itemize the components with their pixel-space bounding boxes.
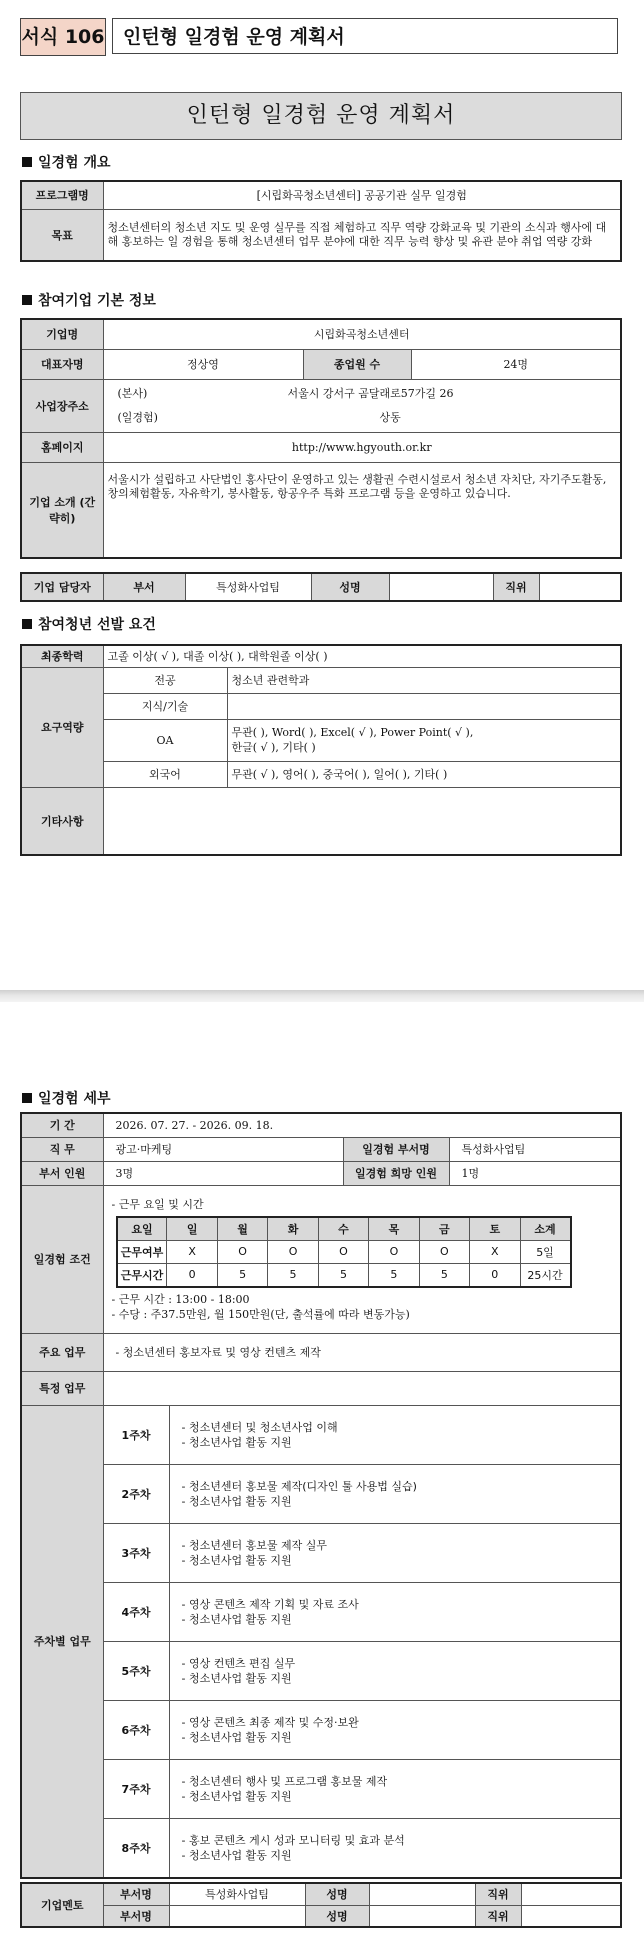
mentor-table (20, 1882, 622, 1928)
week-task-1: - 영상 콘텐츠 최종 제작 및 수정·보완 (181, 1715, 359, 1729)
section-details-label: 일경험 세부 (38, 1091, 111, 1107)
homepage-link[interactable]: http://www.hgyouth.or.kr (103, 432, 621, 462)
schedule-cell: 근무여부 (117, 1240, 167, 1263)
mentor-dept: 특성화사업팀 (169, 1883, 305, 1905)
section-details (22, 1088, 111, 1108)
edu-value: 고졸 이상( √ ), 대졸 이상( ), 대학원졸 이상( ) (103, 645, 621, 667)
mentor-name-label: 성명 (305, 1883, 369, 1905)
major-value: 청소년 관련학과 (227, 667, 621, 693)
dept-value: 특성화사업팀 (449, 1137, 621, 1161)
contact-table (20, 572, 622, 602)
staff-value: 3명 (103, 1161, 343, 1185)
lang-value: 무관( √ ), 영어( ), 중국어( ), 일어( ), 기타( ) (227, 761, 621, 787)
mentor-dept-label: 부서명 (103, 1883, 169, 1905)
schedule-row-workday (117, 1240, 571, 1263)
company-name: 시립화곡청소년센터 (103, 319, 621, 349)
schedule-cell: 5 (318, 1263, 368, 1287)
contact-name (389, 573, 493, 601)
week-label: 7주차 (103, 1759, 169, 1818)
details-table (20, 1112, 622, 1879)
schedule-header: 요일 (117, 1217, 167, 1241)
contact-label: 기업 담당자 (21, 573, 103, 601)
page-2 (0, 1002, 644, 1939)
company-table (20, 318, 622, 559)
schedule-cell: 0 (167, 1263, 217, 1287)
week-task-2: - 청소년사업 활동 지원 (181, 1848, 292, 1862)
mentor-position-label: 직위 (475, 1883, 521, 1905)
mentor-position-label: 직위 (475, 1905, 521, 1927)
schedule-header: 수 (318, 1217, 368, 1241)
week-task-2: - 청소년사업 활동 지원 (181, 1612, 292, 1626)
week-label: 1주차 (103, 1405, 169, 1464)
schedule-cell: 5일 (520, 1240, 571, 1263)
company-name-label: 기업명 (21, 319, 103, 349)
week-task-1: - 청소년센터 및 청소년사업 이해 (181, 1420, 338, 1434)
week-tasks (169, 1759, 621, 1818)
cond-cell (103, 1185, 621, 1333)
contact-name-label: 성명 (311, 573, 389, 601)
mentor-dept (169, 1905, 305, 1927)
program-value: [시립화곡청소년센터] 공공기관 실무 일경험 (103, 181, 621, 209)
page-separator (0, 990, 644, 1002)
overview-table (20, 180, 622, 262)
schedule-table (116, 1216, 572, 1288)
intro-label: 기업 소개 (간략히) (21, 462, 103, 558)
contact-position-label: 직위 (493, 573, 539, 601)
contact-dept-label: 부서 (103, 573, 185, 601)
period-label: 기 간 (21, 1113, 103, 1137)
etc-value (103, 787, 621, 855)
schedule-header: 목 (369, 1217, 419, 1241)
ceo-label: 대표자명 (21, 349, 103, 379)
week-task-1: - 영상 컨텐츠 편집 실무 (181, 1656, 296, 1670)
section-company-label: 참여기업 기본 정보 (38, 293, 156, 309)
cond-hours: - 근무 시간 : 13:00 - 18:00 (111, 1292, 250, 1306)
cond-pay: - 수당 : 주37.5만원, 월 150만원(단, 출석률에 따라 변동가능) (111, 1307, 410, 1321)
week-tasks (169, 1464, 621, 1523)
week-label: 4주차 (103, 1582, 169, 1641)
section-requirements-label: 참여청년 선발 요건 (38, 617, 156, 633)
week-task-1: - 청소년센터 홍보물 제작 실무 (181, 1538, 327, 1552)
competency-label: 요구역량 (21, 667, 103, 787)
hq-address: 서울시 강서구 곰달래로57가길 26 (287, 386, 454, 400)
site-label: (일경험) (117, 410, 158, 424)
contact-dept: 특성화사업팀 (185, 573, 311, 601)
edu-label: 최종학력 (21, 645, 103, 667)
week-task-1: - 영상 콘텐츠 제작 기획 및 자료 조사 (181, 1597, 359, 1611)
week-tasks (169, 1700, 621, 1759)
schedule-header: 일 (167, 1217, 217, 1241)
duty-value: 광고·마케팅 (103, 1137, 343, 1161)
section-company (22, 290, 156, 310)
week-row (21, 1582, 621, 1641)
ceo-name: 정상영 (103, 349, 303, 379)
major-label: 전공 (103, 667, 227, 693)
period-value: 2026. 07. 27. - 2026. 09. 18. (103, 1113, 621, 1137)
schedule-cell: 0 (470, 1263, 520, 1287)
week-task-1: - 청소년센터 홍보물 제작(디자인 툴 사용법 실습) (181, 1479, 417, 1493)
address-cell (103, 379, 621, 432)
week-label: 6주차 (103, 1700, 169, 1759)
special-duty-value (103, 1371, 621, 1405)
week-label: 8주차 (103, 1818, 169, 1878)
schedule-cell: 5 (369, 1263, 419, 1287)
week-label: 5주차 (103, 1641, 169, 1700)
oa-label: OA (103, 719, 227, 761)
dept-label: 일경험 부서명 (343, 1137, 449, 1161)
employees-label: 종업원 수 (303, 349, 411, 379)
week-task-2: - 청소년사업 활동 지원 (181, 1730, 292, 1744)
mentor-position (521, 1905, 621, 1927)
mentor-position (521, 1883, 621, 1905)
schedule-cell: 5 (217, 1263, 267, 1287)
oa-line-2: 한글( √ ), 기타( ) (231, 741, 316, 754)
schedule-cell: X (470, 1240, 520, 1263)
week-task-2: - 청소년사업 활동 지원 (181, 1789, 292, 1803)
weekly-label: 주차별 업무 (21, 1405, 103, 1878)
week-label: 2주차 (103, 1464, 169, 1523)
goal-value: 청소년센터의 청소년 지도 및 운영 실무를 직접 체험하고 직무 역량 강화교육 및 기관의 소식과 행사에 대해 홍보하는 일 경험을 통해 청소년센터 업무 분야에 대한 직무 능력 향상 및 유관 분야 취업 역량 강화 (103, 209, 621, 261)
employees-count: 24명 (411, 349, 621, 379)
week-row (21, 1405, 621, 1464)
week-row (21, 1464, 621, 1523)
schedule-cell: O (217, 1240, 267, 1263)
week-tasks (169, 1523, 621, 1582)
goal-label: 목표 (21, 209, 103, 261)
contact-position (539, 573, 621, 601)
skill-label: 지식/기술 (103, 693, 227, 719)
schedule-cell: X (167, 1240, 217, 1263)
schedule-header: 금 (419, 1217, 469, 1241)
mentor-label: 기업멘토 (21, 1883, 103, 1927)
form-header (20, 18, 620, 56)
special-duty-label: 특정 업무 (21, 1371, 103, 1405)
schedule-cell: O (318, 1240, 368, 1263)
mentor-name (369, 1905, 475, 1927)
program-label: 프로그램명 (21, 181, 103, 209)
week-row (21, 1641, 621, 1700)
skill-value (227, 693, 621, 719)
schedule-header-row (117, 1217, 571, 1241)
cond-title: - 근무 요일 및 시간 (111, 1197, 204, 1211)
homepage-label: 홈페이지 (21, 432, 103, 462)
section-overview-label: 일경험 개요 (38, 155, 111, 171)
week-task-2: - 청소년사업 활동 지원 (181, 1671, 292, 1685)
week-task-2: - 청소년사업 활동 지원 (181, 1553, 292, 1567)
week-task-2: - 청소년사업 활동 지원 (181, 1435, 292, 1449)
week-row (21, 1523, 621, 1582)
oa-value (227, 719, 621, 761)
schedule-header: 소계 (520, 1217, 571, 1241)
hq-label: (본사) (117, 386, 148, 400)
section-overview (22, 152, 111, 172)
requirements-table (20, 644, 622, 856)
schedule-cell: 5 (268, 1263, 318, 1287)
main-duty-value: - 청소년센터 홍보자료 및 영상 컨텐츠 제작 (103, 1333, 621, 1371)
intro-text: 서울시가 설립하고 사단법인 홍사단이 운영하고 있는 생활권 수련시설로서 청소년 자치단, 자기주도활동, 창의체험활동, 자유학기, 봉사활동, 항공우주 특화 프로그램 등을 운영하고 있습니다. (103, 462, 621, 558)
form-number: 서식 106 (20, 18, 106, 56)
week-tasks (169, 1582, 621, 1641)
week-row (21, 1700, 621, 1759)
lang-label: 외국어 (103, 761, 227, 787)
week-task-1: - 청소년센터 행사 및 프로그램 홍보물 제작 (181, 1774, 388, 1788)
schedule-cell: O (419, 1240, 469, 1263)
week-row (21, 1818, 621, 1878)
oa-line-1: 무관( ), Word( ), Excel( √ ), Power Point( √ ), (231, 726, 474, 739)
schedule-row-hours (117, 1263, 571, 1287)
schedule-cell: 5 (419, 1263, 469, 1287)
main-duty-label: 주요 업무 (21, 1333, 103, 1371)
week-task-1: - 홍보 콘텐츠 게시 성과 모니터링 및 효과 분석 (181, 1833, 405, 1847)
wanted-label: 일경험 희망 인원 (343, 1161, 449, 1185)
cond-label: 일경험 조건 (21, 1185, 103, 1333)
schedule-header: 화 (268, 1217, 318, 1241)
schedule-header: 토 (470, 1217, 520, 1241)
schedule-cell: 25시간 (520, 1263, 571, 1287)
address-label: 사업장주소 (21, 379, 103, 432)
etc-label: 기타사항 (21, 787, 103, 855)
mentor-dept-label: 부서명 (103, 1905, 169, 1927)
schedule-cell: O (369, 1240, 419, 1263)
week-row (21, 1759, 621, 1818)
schedule-cell: 근무시간 (117, 1263, 167, 1287)
week-tasks (169, 1641, 621, 1700)
wanted-value: 1명 (449, 1161, 621, 1185)
schedule-cell: O (268, 1240, 318, 1263)
mentor-name (369, 1883, 475, 1905)
staff-label: 부서 인원 (21, 1161, 103, 1185)
week-task-2: - 청소년사업 활동 지원 (181, 1494, 292, 1508)
site-address: 상동 (379, 410, 401, 424)
week-tasks (169, 1818, 621, 1878)
form-title: 인턴형 일경험 운영 계획서 (112, 18, 618, 54)
schedule-header: 월 (217, 1217, 267, 1241)
duty-label: 직 무 (21, 1137, 103, 1161)
mentor-name-label: 성명 (305, 1905, 369, 1927)
document-title: 인턴형 일경험 운영 계획서 (20, 92, 622, 140)
section-requirements (22, 614, 156, 634)
week-tasks (169, 1405, 621, 1464)
week-label: 3주차 (103, 1523, 169, 1582)
